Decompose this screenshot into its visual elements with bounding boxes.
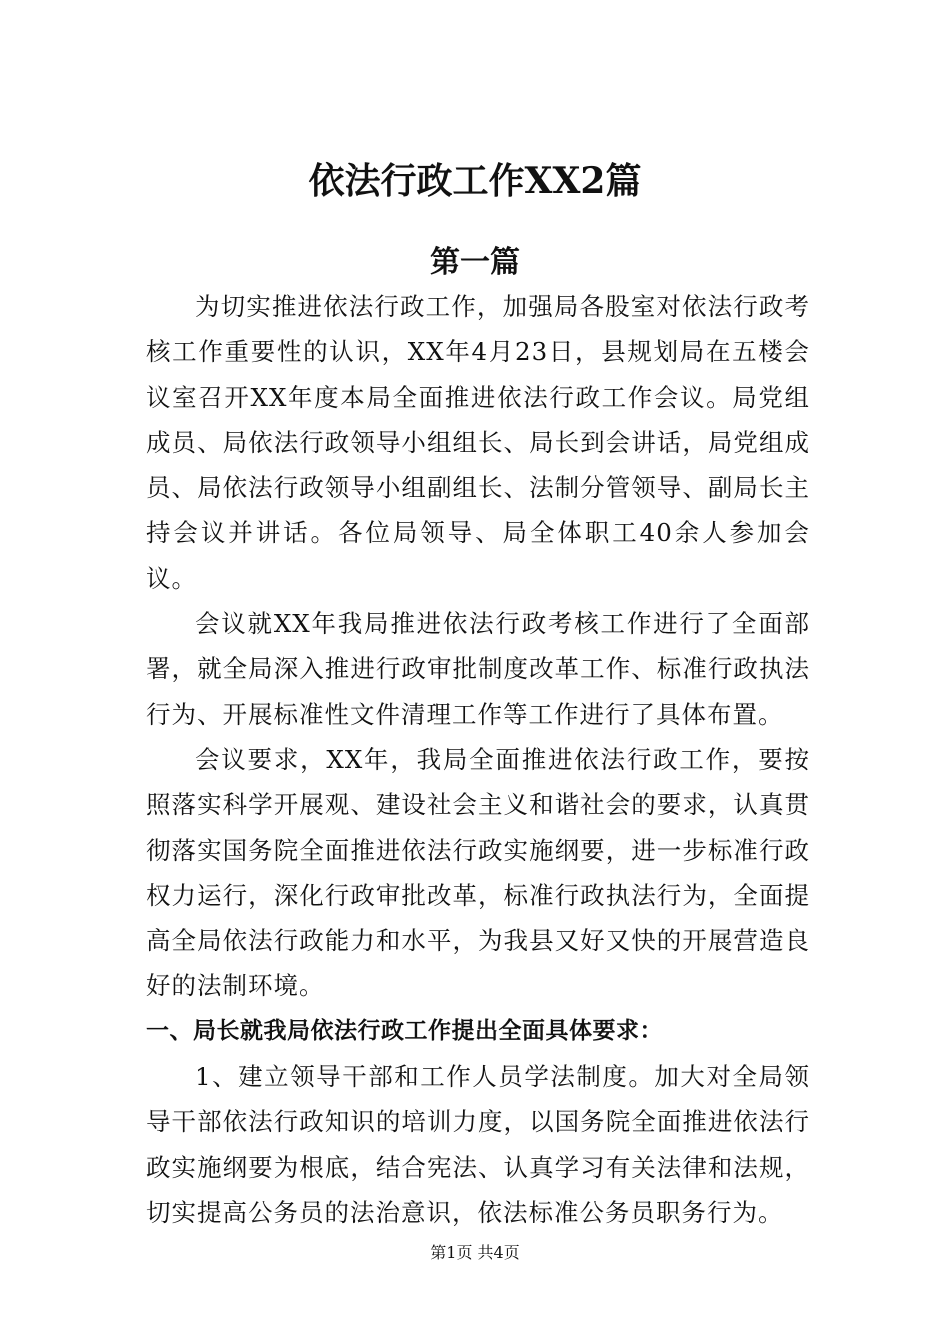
page-footer: 第1页 共4页 xyxy=(430,1243,520,1262)
document-body xyxy=(146,284,810,1235)
paragraph: 为切实推进依法行政工作，加强局各股室对依法行政考核工作重要性的认识，XX年4月23日，县规划局在五楼会议室召开XX年度本局全面推进依法行政工作会议。局党组成员、局依法行政领导小组组长、局长到会讲话，局党组成员、局依法行政领导小组副组长、法制分管领导、副局长主持会议并讲话。各位局领导、局全体职工40余人参加会议。 xyxy=(146,292,810,593)
paragraph: 1、建立领导干部和工作人员学法制度。加大对全局领导干部依法行政知识的培训力度，以国务院全面推进依法行政实施纲要为根底，结合宪法、认真学习有关法律和法规，切实提高公务员的法治意识，依法标准公务员职务行为。 xyxy=(146,1062,810,1227)
paragraph: 会议要求，XX年，我局全面推进依法行政工作，要按照落实科学开展观、建设社会主义和谐社会的要求，认真贯彻落实国务院全面推进依法行政实施纲要，进一步标准行政权力运行，深化行政审批改革，标准行政执法行为，全面提高全局依法行政能力和水平，为我县又好又快的开展营造良好的法制环境。 xyxy=(146,744,810,1001)
paragraph: 会议就XX年我局推进依法行政考核工作进行了全面部署，就全局深入推进行政审批制度改革工作、标准行政执法行为、开展标准性文件清理工作等工作进行了具体布置。 xyxy=(146,609,810,729)
section-heading: 一、局长就我局依法行政工作提出全面具体要求： xyxy=(146,1017,663,1044)
document-title: 依法行政工作XX2篇 xyxy=(308,160,642,203)
section-title: 第一篇 xyxy=(430,244,520,280)
